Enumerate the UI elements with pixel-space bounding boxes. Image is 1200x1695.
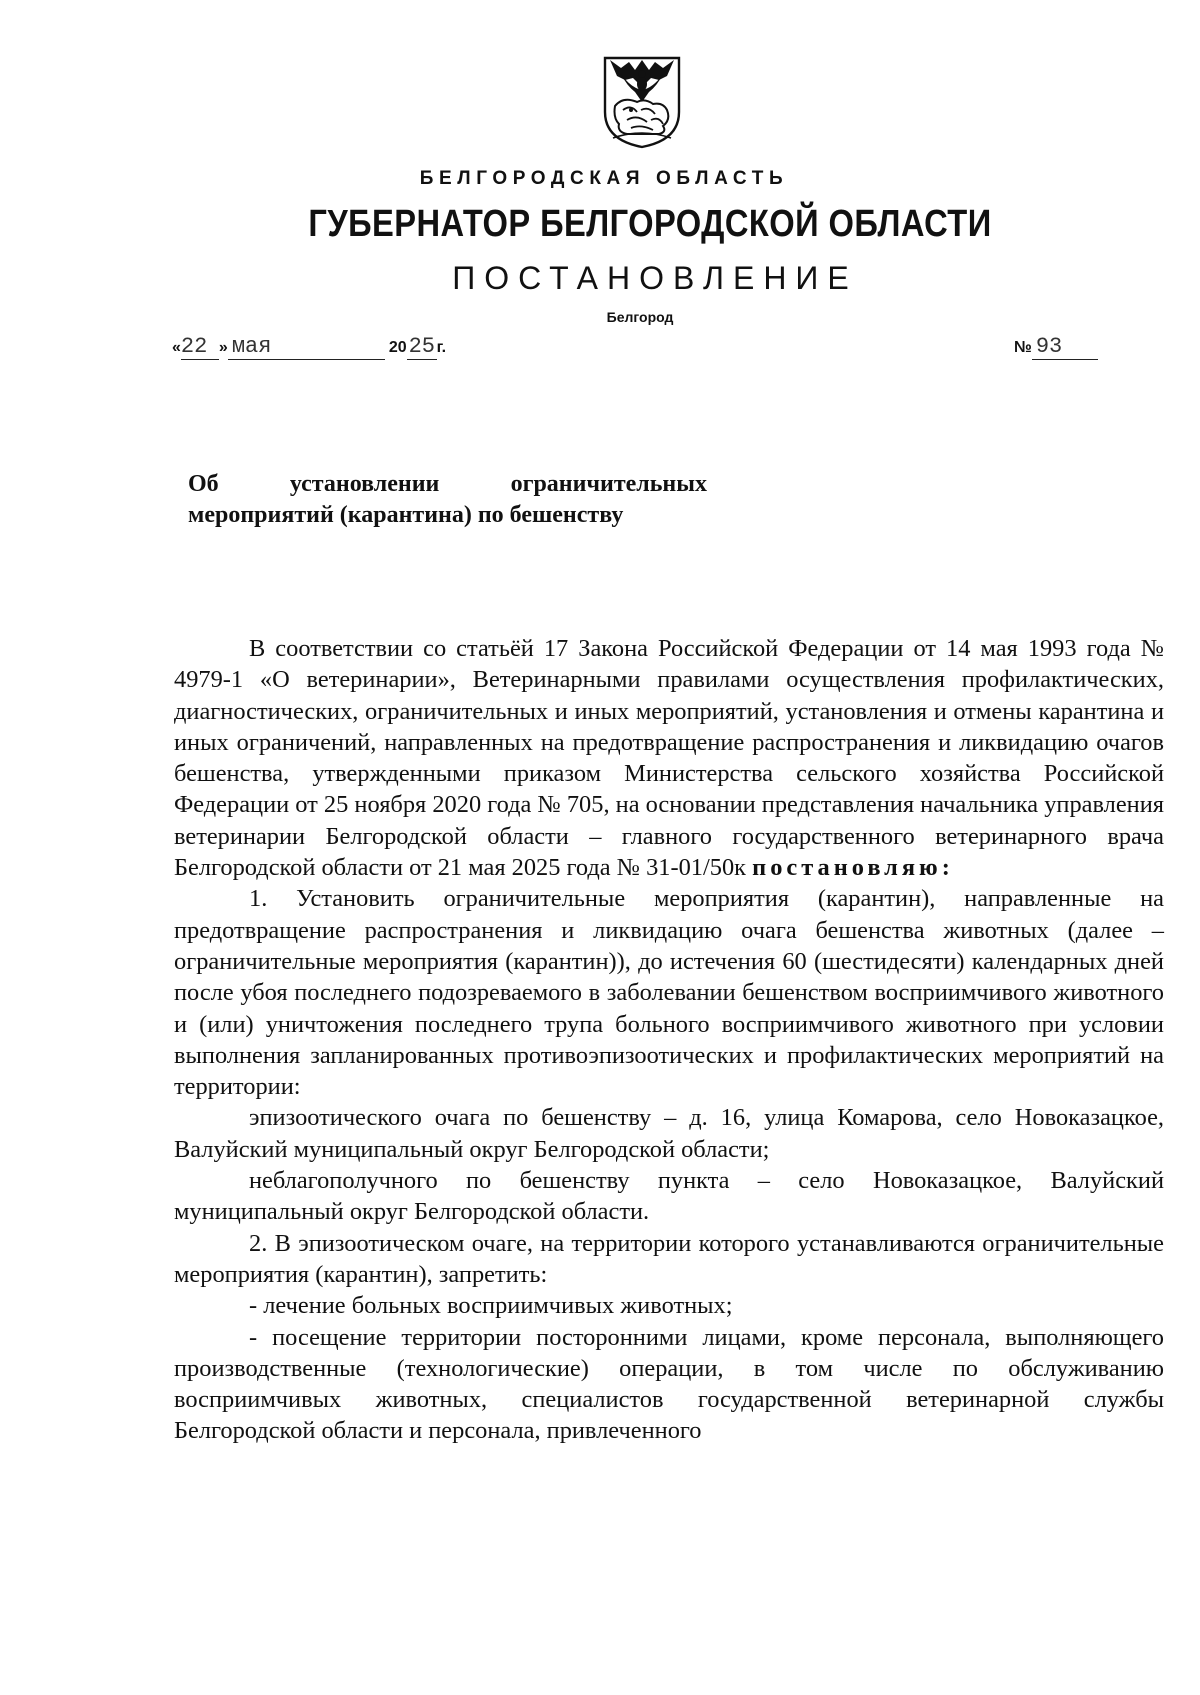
decree-number <box>1014 336 1098 360</box>
number-label: № <box>1014 339 1032 356</box>
date-year-prefix: 20 <box>388 339 407 356</box>
number-value: 93 <box>1032 336 1098 360</box>
title-line-2: мероприятий (карантина) по бешенству <box>188 502 624 528</box>
decree-heading: ПОСТАНОВЛЕНИЕ <box>452 260 858 296</box>
title-word-3: ограничительных <box>510 471 707 497</box>
date-month: мая <box>228 336 385 360</box>
decree-title <box>188 469 707 531</box>
preamble-paragraph <box>174 633 1164 883</box>
title-line-1 <box>188 469 707 500</box>
date-open-quote: « <box>172 339 181 356</box>
paragraph-2: 2. В эпизоотическом очаге, на территории которого устанавливаются ограничительные мероприятия (карантин), запретить: <box>174 1229 1164 1288</box>
title-word-1: Об <box>188 471 219 497</box>
decree-body <box>174 633 1164 1447</box>
preamble-text: В соответствии со статьёй 17 Закона Российской Федерации от 14 мая 1993 года № 4979-1 «О ветеринарии», Ветеринарными правилами осуществления профилактических, диагностических, ограничительных и иных мероприятий, установления и отмены карантина и иных ограничений, направленных на предотвращение распространения и ликвидацию очагов бешенства, утвержденными приказом Министерства сельского хозяйства Российской Федерации от 25 ноября 2020 года № 705, на основании представления начальника управления ветеринарии Белгородской области – главного государственного ветеринарного врача Белгородской области от 21 мая 2025 года № 31-01/50к <box>174 635 1164 882</box>
title-word-2: установлении <box>289 471 440 497</box>
paragraph-2-item-2: - посещение территории посторонними лицами, кроме персонала, выполняющего производственные (технологические) операции, в том числе по обслуживанию восприимчивых животных, специалистов государственной ветеринарной службы Белгородской области и персонала, привлеченного <box>174 1323 1164 1445</box>
paragraph-2-item-1: - лечение больных восприимчивых животных; <box>249 1292 733 1320</box>
date-day: 22 <box>181 336 219 360</box>
city-label: Белгород <box>606 309 674 325</box>
date-year-suffix: 25 <box>408 334 436 359</box>
date-close-quote: » <box>218 339 228 356</box>
decree-date <box>172 336 446 360</box>
region-heading: БЕЛГОРОДСКАЯ ОБЛАСТЬ <box>419 168 789 189</box>
governor-heading: ГУБЕРНАТОР БЕЛГОРОДСКОЙ ОБЛАСТИ <box>308 203 992 245</box>
paragraph-1: 1. Установить ограничительные мероприятия (карантин), направленные на предотвращение распространения и ликвидацию очага бешенства животных (далее – ограничительные мероприятия (карантин)), до истечения 60 (шестидесяти) календарных дней после убоя последнего подозреваемого в заболевании бешенством восприимчивого животного и (или) уничтожения последнего трупа больного восприимчивого животного при условии выполнения запланированных противоэпизоотических и профилактических мероприятий на территории: <box>174 885 1164 1101</box>
resolve-word: постановляю: <box>752 854 954 882</box>
paragraph-1-outbreak: эпизоотического очага по бешенству – д. 16, улица Комарова, село Новоказацкое, Валуйский муниципальный округ Белгородской области; <box>174 1104 1164 1163</box>
paragraph-1-settlement: неблагополучного по бешенству пункта – село Новоказацкое, Валуйский муниципальный округ Белгородской области. <box>174 1167 1164 1226</box>
date-year-mark: г. <box>436 339 447 356</box>
coat-of-arms-emblem <box>601 54 683 150</box>
